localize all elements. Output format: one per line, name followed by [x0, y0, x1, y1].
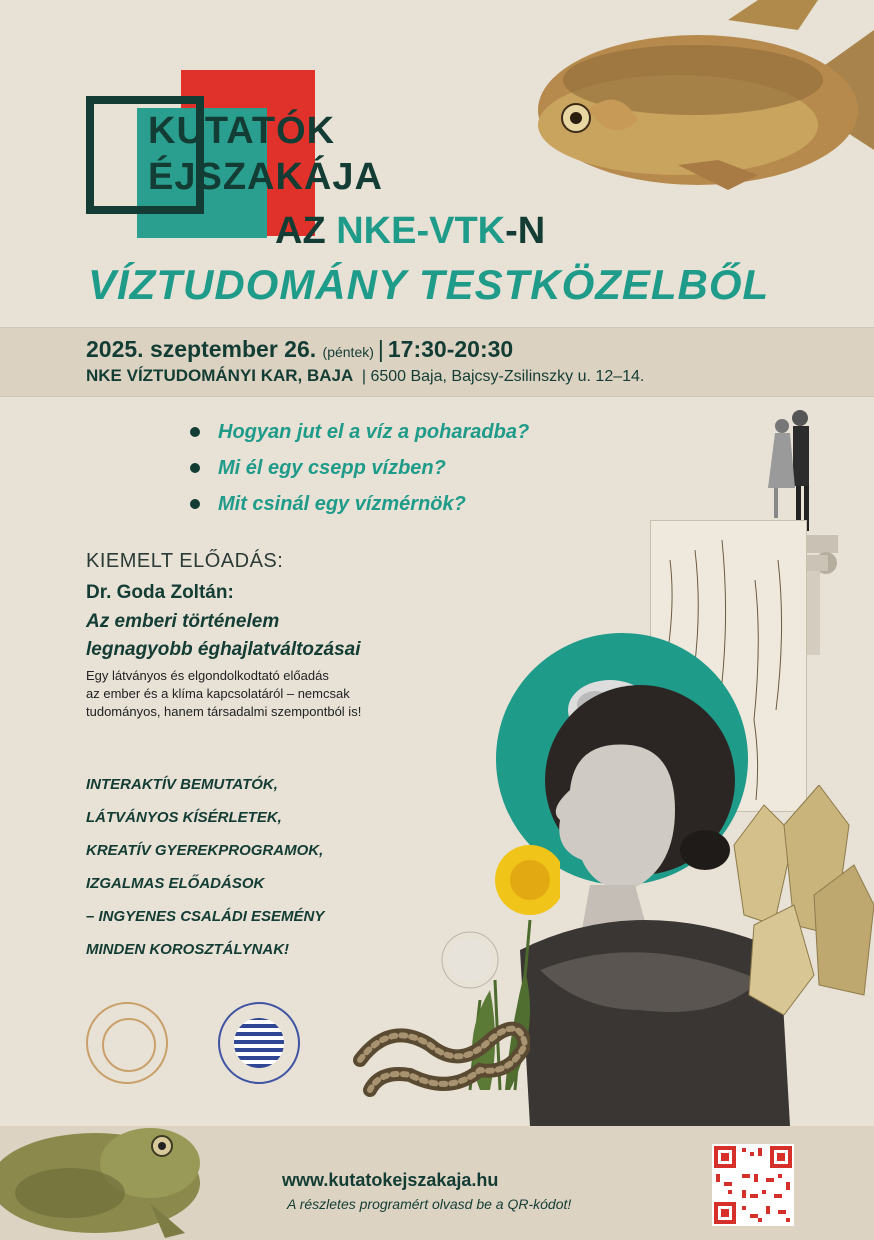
- page-title: VÍZTUDOMÁNY TESTKÖZELBŐL: [88, 261, 770, 308]
- program-item: INTERAKTÍV BEMUTATÓK,: [86, 776, 278, 793]
- logo-text-line1: KUTATÓK: [148, 110, 336, 152]
- website-link[interactable]: www.kutatokejszakaja.hu: [282, 1170, 499, 1190]
- event-date: 2025. szeptember 26.: [86, 336, 317, 362]
- ludovika-seal-icon: [86, 1002, 168, 1084]
- logo-text-line2: ÉJSZAKÁJA: [148, 156, 383, 198]
- subtitle-prefix: AZ: [275, 210, 337, 252]
- frog-icon: [0, 1108, 200, 1240]
- subtitle-teal: NKE-VTK: [336, 210, 506, 252]
- fish-icon: [528, 0, 874, 200]
- talk-title-line1: Az emberi történelem: [86, 611, 280, 632]
- crystal-icon: [724, 785, 874, 1015]
- qr-code-icon[interactable]: [712, 1144, 794, 1226]
- subtitle: [275, 212, 545, 250]
- program-item: KREATÍV GYEREKPROGRAMOK,: [86, 842, 324, 859]
- question-list: [190, 414, 529, 522]
- event-place-line: [86, 366, 644, 386]
- event-address: 6500 Baja, Bajcsy-Zsilinszky u. 12–14.: [370, 368, 645, 385]
- talk-title: [86, 608, 506, 664]
- question-text: Hogyan jut el a víz a poharadba?: [218, 420, 530, 443]
- program-item: IZGALMAS ELŐADÁSOK: [86, 875, 265, 892]
- subtitle-suffix: -N: [505, 210, 546, 252]
- program-list: [86, 768, 446, 966]
- bullet-icon: [190, 463, 200, 473]
- event-time: 17:30-20:30: [387, 336, 514, 362]
- vtk-seal-icon: [218, 1002, 300, 1084]
- talk-title-line2: legnagyobb éghajlatváltozásai: [86, 639, 361, 660]
- question-text: Mit csinál egy vízmérnök?: [218, 492, 466, 515]
- featured-label: KIEMELT ELŐADÁS:: [86, 550, 284, 572]
- bullet-icon: [190, 427, 200, 437]
- event-date-line: [86, 336, 513, 363]
- talk-description: [86, 667, 486, 721]
- event-place: NKE VÍZTUDOMÁNYI KAR, BAJA: [86, 366, 353, 385]
- bullet-icon: [190, 499, 200, 509]
- separator: |: [377, 336, 384, 362]
- speaker-name: Dr. Goda Zoltán:: [86, 582, 234, 603]
- list-item: [190, 414, 529, 450]
- list-item: [190, 450, 529, 486]
- program-item: LÁTVÁNYOS KÍSÉRLETEK,: [86, 809, 282, 826]
- separator: |: [357, 368, 371, 385]
- dancing-couple-icon: [760, 408, 830, 538]
- question-text: Mi él egy csepp vízben?: [218, 456, 446, 479]
- snake-icon: [350, 1000, 530, 1100]
- talk-desc-line2: az ember és a klíma kapcsolatáról – nemcsak: [86, 686, 350, 701]
- talk-desc-line3: tudományos, hanem társadalmi szempontból is!: [86, 704, 362, 719]
- list-item: [190, 486, 529, 522]
- program-item: MINDEN KOROSZTÁLYNAK!: [86, 941, 290, 958]
- talk-desc-line1: Egy látványos és elgondolkodtató előadás: [86, 668, 329, 683]
- qr-note: A részletes programért olvasd be a QR-kódot!: [287, 1196, 572, 1212]
- program-item: – INGYENES CSALÁDI ESEMÉNY: [86, 908, 325, 925]
- event-day: (péntek): [322, 344, 374, 360]
